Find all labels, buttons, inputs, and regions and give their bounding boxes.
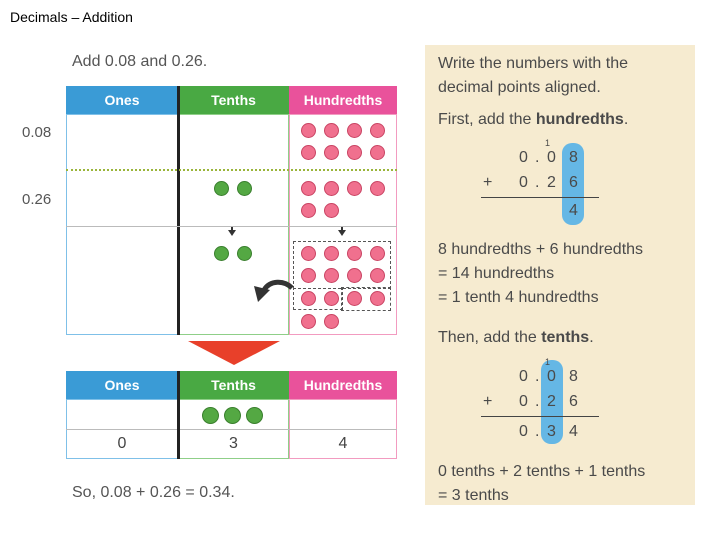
step2-prefix: Then, add the (438, 329, 542, 346)
counter-dot (246, 407, 263, 424)
step1-heading (438, 111, 628, 129)
carry-digit: 1 (545, 138, 551, 148)
slide-title: Decimals – Addition (10, 9, 133, 25)
counter-dot (347, 123, 362, 138)
counter-dot (324, 181, 339, 196)
conclusion: So, 0.08 + 0.26 = 0.34. (72, 484, 235, 501)
row-label-0-08: 0.08 (22, 124, 52, 141)
calc2-row1-d1: 0 (547, 368, 556, 385)
explanation-panel (425, 45, 695, 505)
row-separator (66, 169, 397, 171)
calc1-row1-d1: 0 (547, 149, 556, 166)
ones-column (66, 114, 178, 335)
counter-dot (370, 291, 385, 306)
explain1-line-3: = 1 tenth 4 hundredths (438, 289, 599, 306)
row-label-0-26: 0.26 (22, 191, 52, 208)
calc1-row1-d2: 8 (569, 149, 578, 166)
calc2-plus: + (483, 393, 493, 410)
result-separator (66, 429, 397, 430)
counter-dot (347, 181, 362, 196)
counter-dot (324, 268, 339, 283)
step1-prefix: First, add the (438, 111, 536, 128)
step1-suffix: . (623, 111, 629, 128)
counter-dot (324, 314, 339, 329)
decimal-point-line (177, 86, 180, 335)
counter-dot (224, 407, 241, 424)
step2-suffix: . (589, 329, 594, 346)
counter-dot (324, 145, 339, 160)
explain1-line-2: = 14 hundredths (438, 265, 555, 282)
counter-dot (214, 181, 229, 196)
calc2-row1-d0: 0 (519, 368, 528, 385)
counter-dot (324, 246, 339, 261)
counter-dot (301, 123, 316, 138)
counter-dot (301, 203, 316, 218)
calc2-result-d0: 0 (519, 423, 528, 440)
calc1-result: 4 (569, 202, 578, 219)
counter-dot (370, 246, 385, 261)
down-arrow-stem (341, 227, 343, 231)
counter-dot (301, 314, 316, 329)
calc2-row2-d2: 6 (569, 393, 578, 410)
calc2-result-d2: 4 (569, 423, 578, 440)
counter-dot (347, 145, 362, 160)
counter-dot (202, 407, 219, 424)
calc1-row2-d2: 6 (569, 174, 578, 191)
result-header-tenths: Tenths (178, 371, 289, 399)
counter-dot (237, 181, 252, 196)
counter-dot (347, 246, 362, 261)
problem-prompt: Add 0.08 and 0.26. (72, 53, 208, 70)
big-down-arrow-icon (188, 341, 280, 365)
header-ones: Ones (66, 86, 178, 114)
header-hundredths: Hundredths (289, 86, 397, 114)
counter-dot (370, 181, 385, 196)
step2-bold: tenths (541, 329, 590, 346)
regroup-arrow-icon (246, 274, 296, 308)
calc1-row2-pt: . (535, 174, 540, 191)
calc1-row2-d1: 2 (547, 174, 556, 191)
calc2-result-d1: 3 (547, 423, 556, 440)
header-tenths: Tenths (178, 86, 289, 114)
carry-digit: 1 (545, 357, 551, 367)
calc1-row2-d0: 0 (519, 174, 528, 191)
explain2-line-1: 0 tenths + 2 tenths + 1 tenths (438, 463, 646, 480)
explain1-line-1: 8 hundredths + 6 hundredths (438, 241, 644, 258)
counter-dot (237, 246, 252, 261)
counter-dot (324, 123, 339, 138)
counter-dot (301, 181, 316, 196)
counter-dot (347, 291, 362, 306)
counter-dot (301, 268, 316, 283)
counter-dot (214, 246, 229, 261)
calc2-row2-d0: 0 (519, 393, 528, 410)
calc2-row1-pt: . (535, 368, 540, 385)
intro-line-1: Write the numbers with the (438, 55, 629, 72)
counter-dot (370, 268, 385, 283)
calc1-plus: + (483, 174, 493, 191)
calc2-row2-d1: 2 (547, 393, 556, 410)
calc2-row1-d2: 8 (569, 368, 578, 385)
result-digit-hundredths: 4 (338, 435, 348, 452)
result-header-hundredths: Hundredths (289, 371, 397, 399)
place-value-table (66, 86, 397, 335)
result-digit-ones: 0 (117, 435, 127, 452)
explain2-line-2: = 3 tenths (438, 487, 509, 504)
counter-dot (301, 145, 316, 160)
calc2-result-pt: . (535, 423, 540, 440)
step1-bold: hundredths (535, 111, 624, 128)
intro-line-2: decimal points aligned. (438, 79, 601, 96)
calc2-sum-line (481, 416, 599, 417)
counter-dot (347, 268, 362, 283)
counter-dot (301, 246, 316, 261)
step2-heading (438, 329, 594, 347)
counter-dot (301, 291, 316, 306)
counter-dot (370, 145, 385, 160)
result-table (66, 371, 397, 459)
result-header-ones: Ones (66, 371, 178, 399)
down-arrow-stem (231, 227, 233, 231)
counter-dot (324, 203, 339, 218)
result-digit-tenths: 3 (229, 435, 238, 452)
calc1-row1-d0: 0 (519, 149, 528, 166)
calc2-row2-pt: . (535, 393, 540, 410)
counter-dot (370, 123, 385, 138)
calc1-sum-line (481, 197, 599, 198)
calc1-row1-pt: . (535, 149, 540, 166)
counter-dot (324, 291, 339, 306)
